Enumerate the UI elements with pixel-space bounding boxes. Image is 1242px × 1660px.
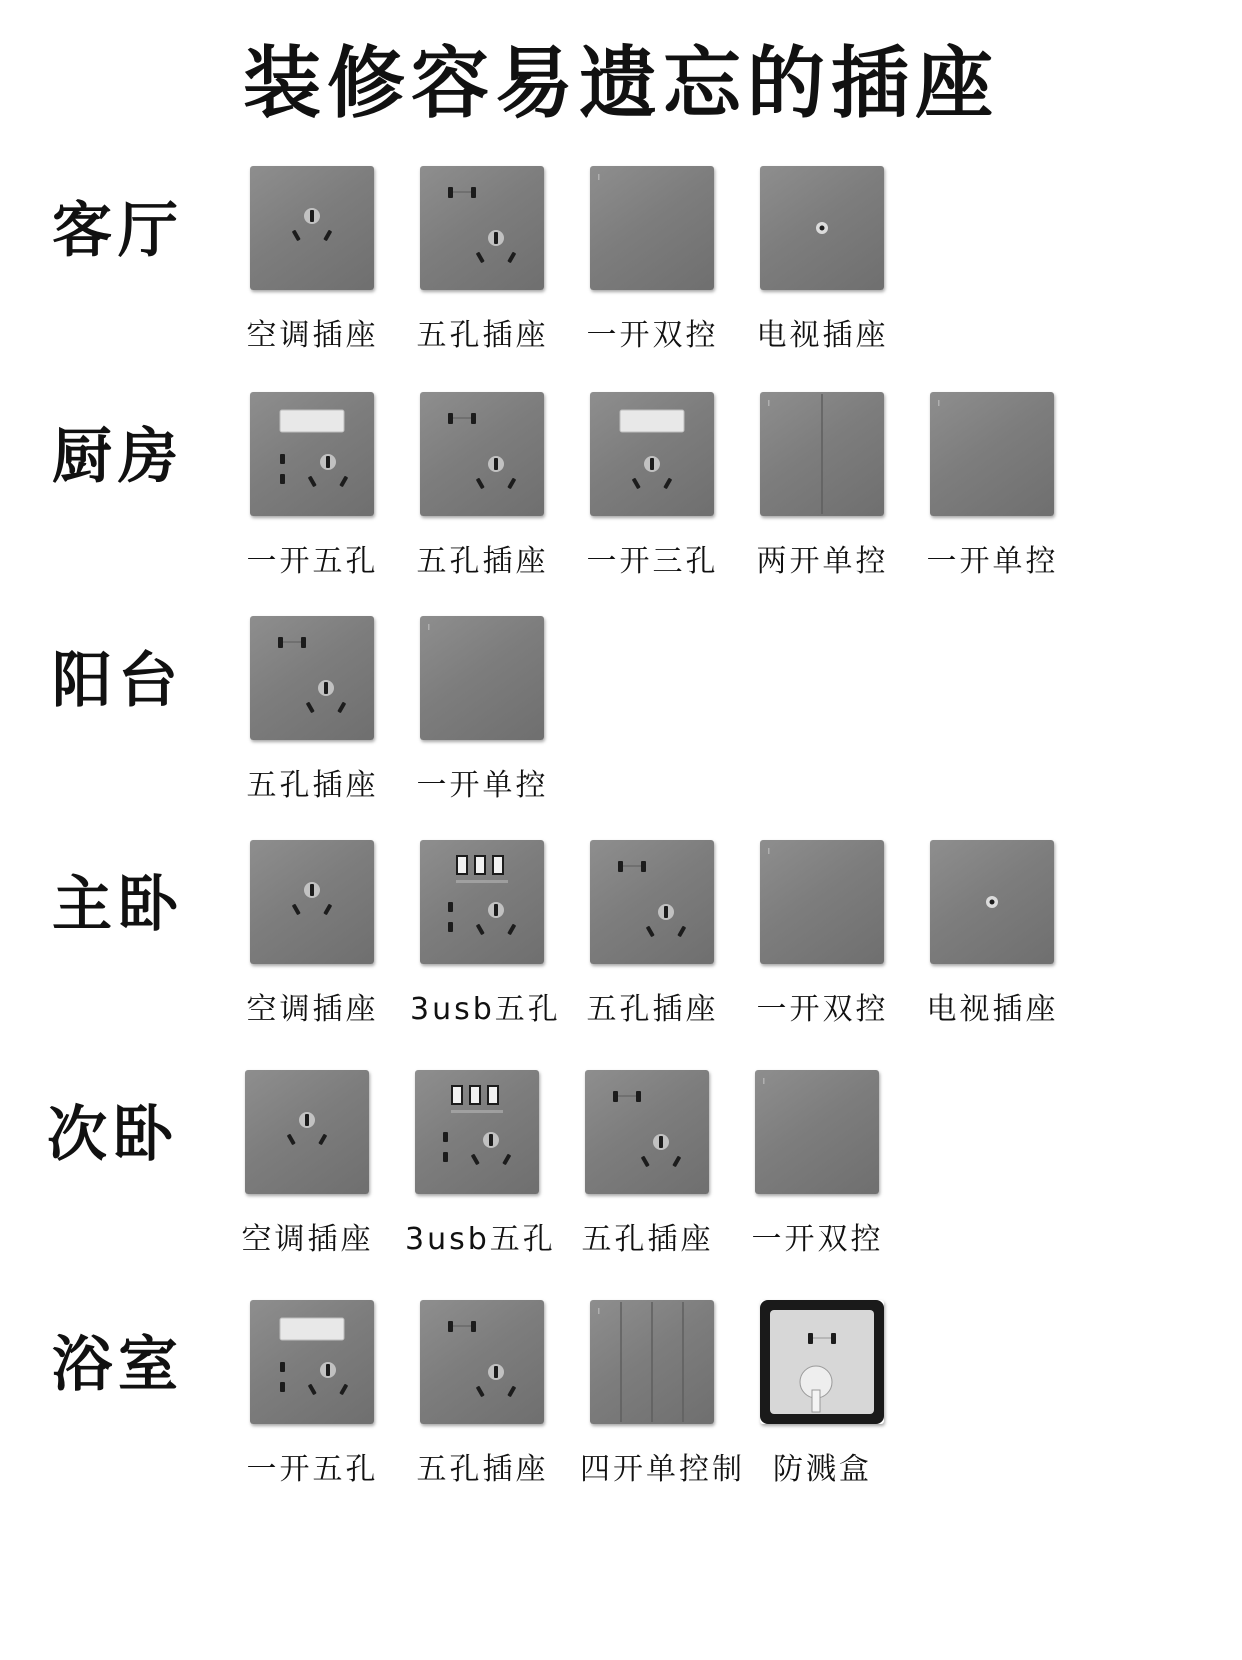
outlet-label: 3usb五孔 [405,1222,556,1257]
outlet-item [240,840,380,1050]
outlet-item [750,392,890,602]
room-section [0,840,1242,1055]
outlet-item [920,392,1060,602]
outlet-item [410,616,550,826]
page-title: 装修容易遗忘的插座 [242,39,999,129]
five-hole-socket-icon [585,1070,709,1194]
outlet-item [750,840,890,1050]
five-hole-socket-icon [420,392,544,516]
room-name: 客厅 [52,196,184,266]
outlet-label: 电视插座 [926,992,1059,1027]
switch-three-hole-icon [590,392,714,516]
switch-2gang-icon [760,392,884,516]
outlet-label: 一开三孔 [586,544,719,579]
outlet-item [920,840,1060,1050]
switch-five-hole-icon [250,392,374,516]
room-section [0,616,1242,831]
outlet-label: 五孔插座 [586,992,719,1027]
splash-box-icon [760,1300,884,1424]
outlet-label: 一开单控 [416,768,549,803]
outlet-label: 五孔插座 [416,544,549,579]
tv-socket-icon [930,840,1054,964]
outlet-item [240,392,380,602]
switch-1gang-icon [760,840,884,964]
outlet-label: 电视插座 [756,318,889,353]
five-hole-socket-icon [250,616,374,740]
outlet-item [240,616,380,826]
outlet-label: 一开五孔 [246,1452,379,1487]
five-hole-socket-icon [420,1300,544,1424]
outlet-item [240,166,380,376]
room-name: 浴室 [52,1330,184,1400]
outlet-label: 3usb五孔 [410,992,561,1027]
usb-five-hole-socket-icon [420,840,544,964]
ac-socket-icon [245,1070,369,1194]
switch-1gang-icon [590,166,714,290]
outlet-label: 空调插座 [241,1222,374,1257]
outlet-item [580,1300,745,1510]
ac-socket-icon [250,840,374,964]
outlet-item [580,840,720,1050]
outlet-label: 四开单控制 [580,1452,745,1487]
switch-1gang-icon [420,616,544,740]
room-section [0,1300,1242,1515]
room-name: 次卧 [47,1100,179,1170]
outlet-label: 五孔插座 [581,1222,714,1257]
outlet-item [750,166,890,376]
outlet-item [405,1070,556,1280]
outlet-label: 空调插座 [246,318,379,353]
outlet-label: 一开五孔 [246,544,379,579]
outlet-item [580,392,720,602]
five-hole-socket-icon [420,166,544,290]
outlet-label: 一开双控 [751,1222,884,1257]
switch-five-hole-icon [250,1300,374,1424]
outlet-item [575,1070,715,1280]
tv-socket-icon [760,166,884,290]
outlet-item [410,840,561,1050]
switch-4gang-icon [590,1300,714,1424]
room-section [0,392,1242,607]
outlet-label: 空调插座 [246,992,379,1027]
switch-1gang-icon [930,392,1054,516]
outlet-label: 五孔插座 [246,768,379,803]
room-name: 主卧 [52,870,184,940]
outlet-item [750,1300,890,1510]
room-section [0,166,1242,381]
room-section [0,1070,1242,1285]
room-name: 厨房 [52,422,184,492]
outlet-item [410,1300,550,1510]
outlet-item [745,1070,885,1280]
outlet-label: 一开双控 [586,318,719,353]
outlet-item [235,1070,375,1280]
outlet-item [410,392,550,602]
usb-five-hole-socket-icon [415,1070,539,1194]
room-name: 阳台 [52,646,184,716]
outlet-item [410,166,550,376]
switch-1gang-icon [755,1070,879,1194]
five-hole-socket-icon [590,840,714,964]
outlet-label: 两开单控 [756,544,889,579]
outlet-item [580,166,720,376]
outlet-label: 防溅盒 [773,1452,872,1487]
outlet-label: 五孔插座 [416,1452,549,1487]
ac-socket-icon [250,166,374,290]
outlet-label: 一开双控 [756,992,889,1027]
outlet-item [240,1300,380,1510]
outlet-label: 一开单控 [926,544,1059,579]
outlet-label: 五孔插座 [416,318,549,353]
